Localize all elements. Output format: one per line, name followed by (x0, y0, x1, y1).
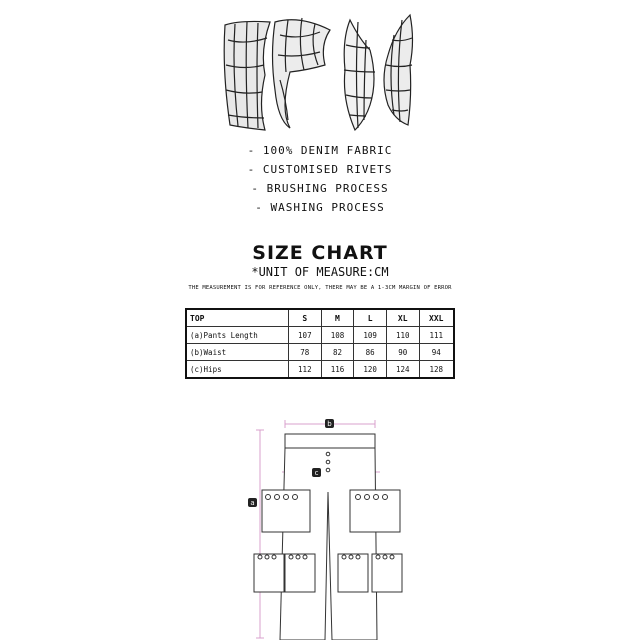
table-row (186, 344, 454, 361)
pants-measurement-diagram (240, 412, 410, 640)
table-cell: 94 (419, 344, 454, 361)
table-cell: 111 (419, 327, 454, 344)
table-cell: 90 (386, 344, 419, 361)
table-cell: 82 (321, 344, 354, 361)
marker-a: a (250, 499, 255, 507)
table-cell: 110 (386, 327, 419, 344)
header-cell: TOP (186, 309, 289, 327)
web-graphic-3 (344, 20, 375, 130)
table-row (186, 327, 454, 344)
pants-body (280, 448, 377, 640)
lower-left-pocket (254, 554, 284, 592)
table-cell: 107 (289, 327, 322, 344)
lower-right-pocket (338, 554, 368, 592)
unit-of-measure: *UNIT OF MEASURE:CM (251, 265, 389, 279)
lower-right-pocket-2 (372, 554, 402, 592)
feature-item: - CUSTOMISED RIVETS (247, 163, 393, 176)
feature-item: - 100% DENIM FABRIC (247, 144, 393, 157)
waistband (285, 434, 375, 448)
table-cell: 120 (354, 361, 387, 379)
header-cell: XL (386, 309, 419, 327)
row-label: (b)Waist (186, 344, 289, 361)
size-chart-title: SIZE CHART (252, 242, 388, 264)
table-header-row (186, 309, 454, 327)
spider-web-illustrations (220, 10, 420, 135)
size-table (185, 308, 455, 379)
header-cell: XXL (419, 309, 454, 327)
lower-left-pocket-2 (285, 554, 315, 592)
web-graphic-1 (224, 21, 270, 130)
web-graphic-4 (384, 15, 413, 125)
web-graphic-2 (273, 18, 331, 128)
row-label: (c)Hips (186, 361, 289, 379)
header-cell: L (354, 309, 387, 327)
feature-list (0, 141, 640, 217)
header-cell: M (321, 309, 354, 327)
header-cell: S (289, 309, 322, 327)
table-cell: 109 (354, 327, 387, 344)
table-cell: 108 (321, 327, 354, 344)
table-cell: 124 (386, 361, 419, 379)
row-label: (a)Pants Length (186, 327, 289, 344)
table-row (186, 361, 454, 379)
measurement-note: THE MEASUREMENT IS FOR REFERENCE ONLY, THERE MAY BE A 1-3CM MARGIN OF ERROR (188, 285, 452, 291)
table-cell: 78 (289, 344, 322, 361)
table-cell: 116 (321, 361, 354, 379)
table-cell: 86 (354, 344, 387, 361)
marker-b: b (327, 420, 332, 428)
table-cell: 128 (419, 361, 454, 379)
feature-item: - BRUSHING PROCESS (251, 182, 389, 195)
marker-c: c (314, 469, 319, 477)
feature-item: - WASHING PROCESS (255, 201, 385, 214)
table-cell: 112 (289, 361, 322, 379)
